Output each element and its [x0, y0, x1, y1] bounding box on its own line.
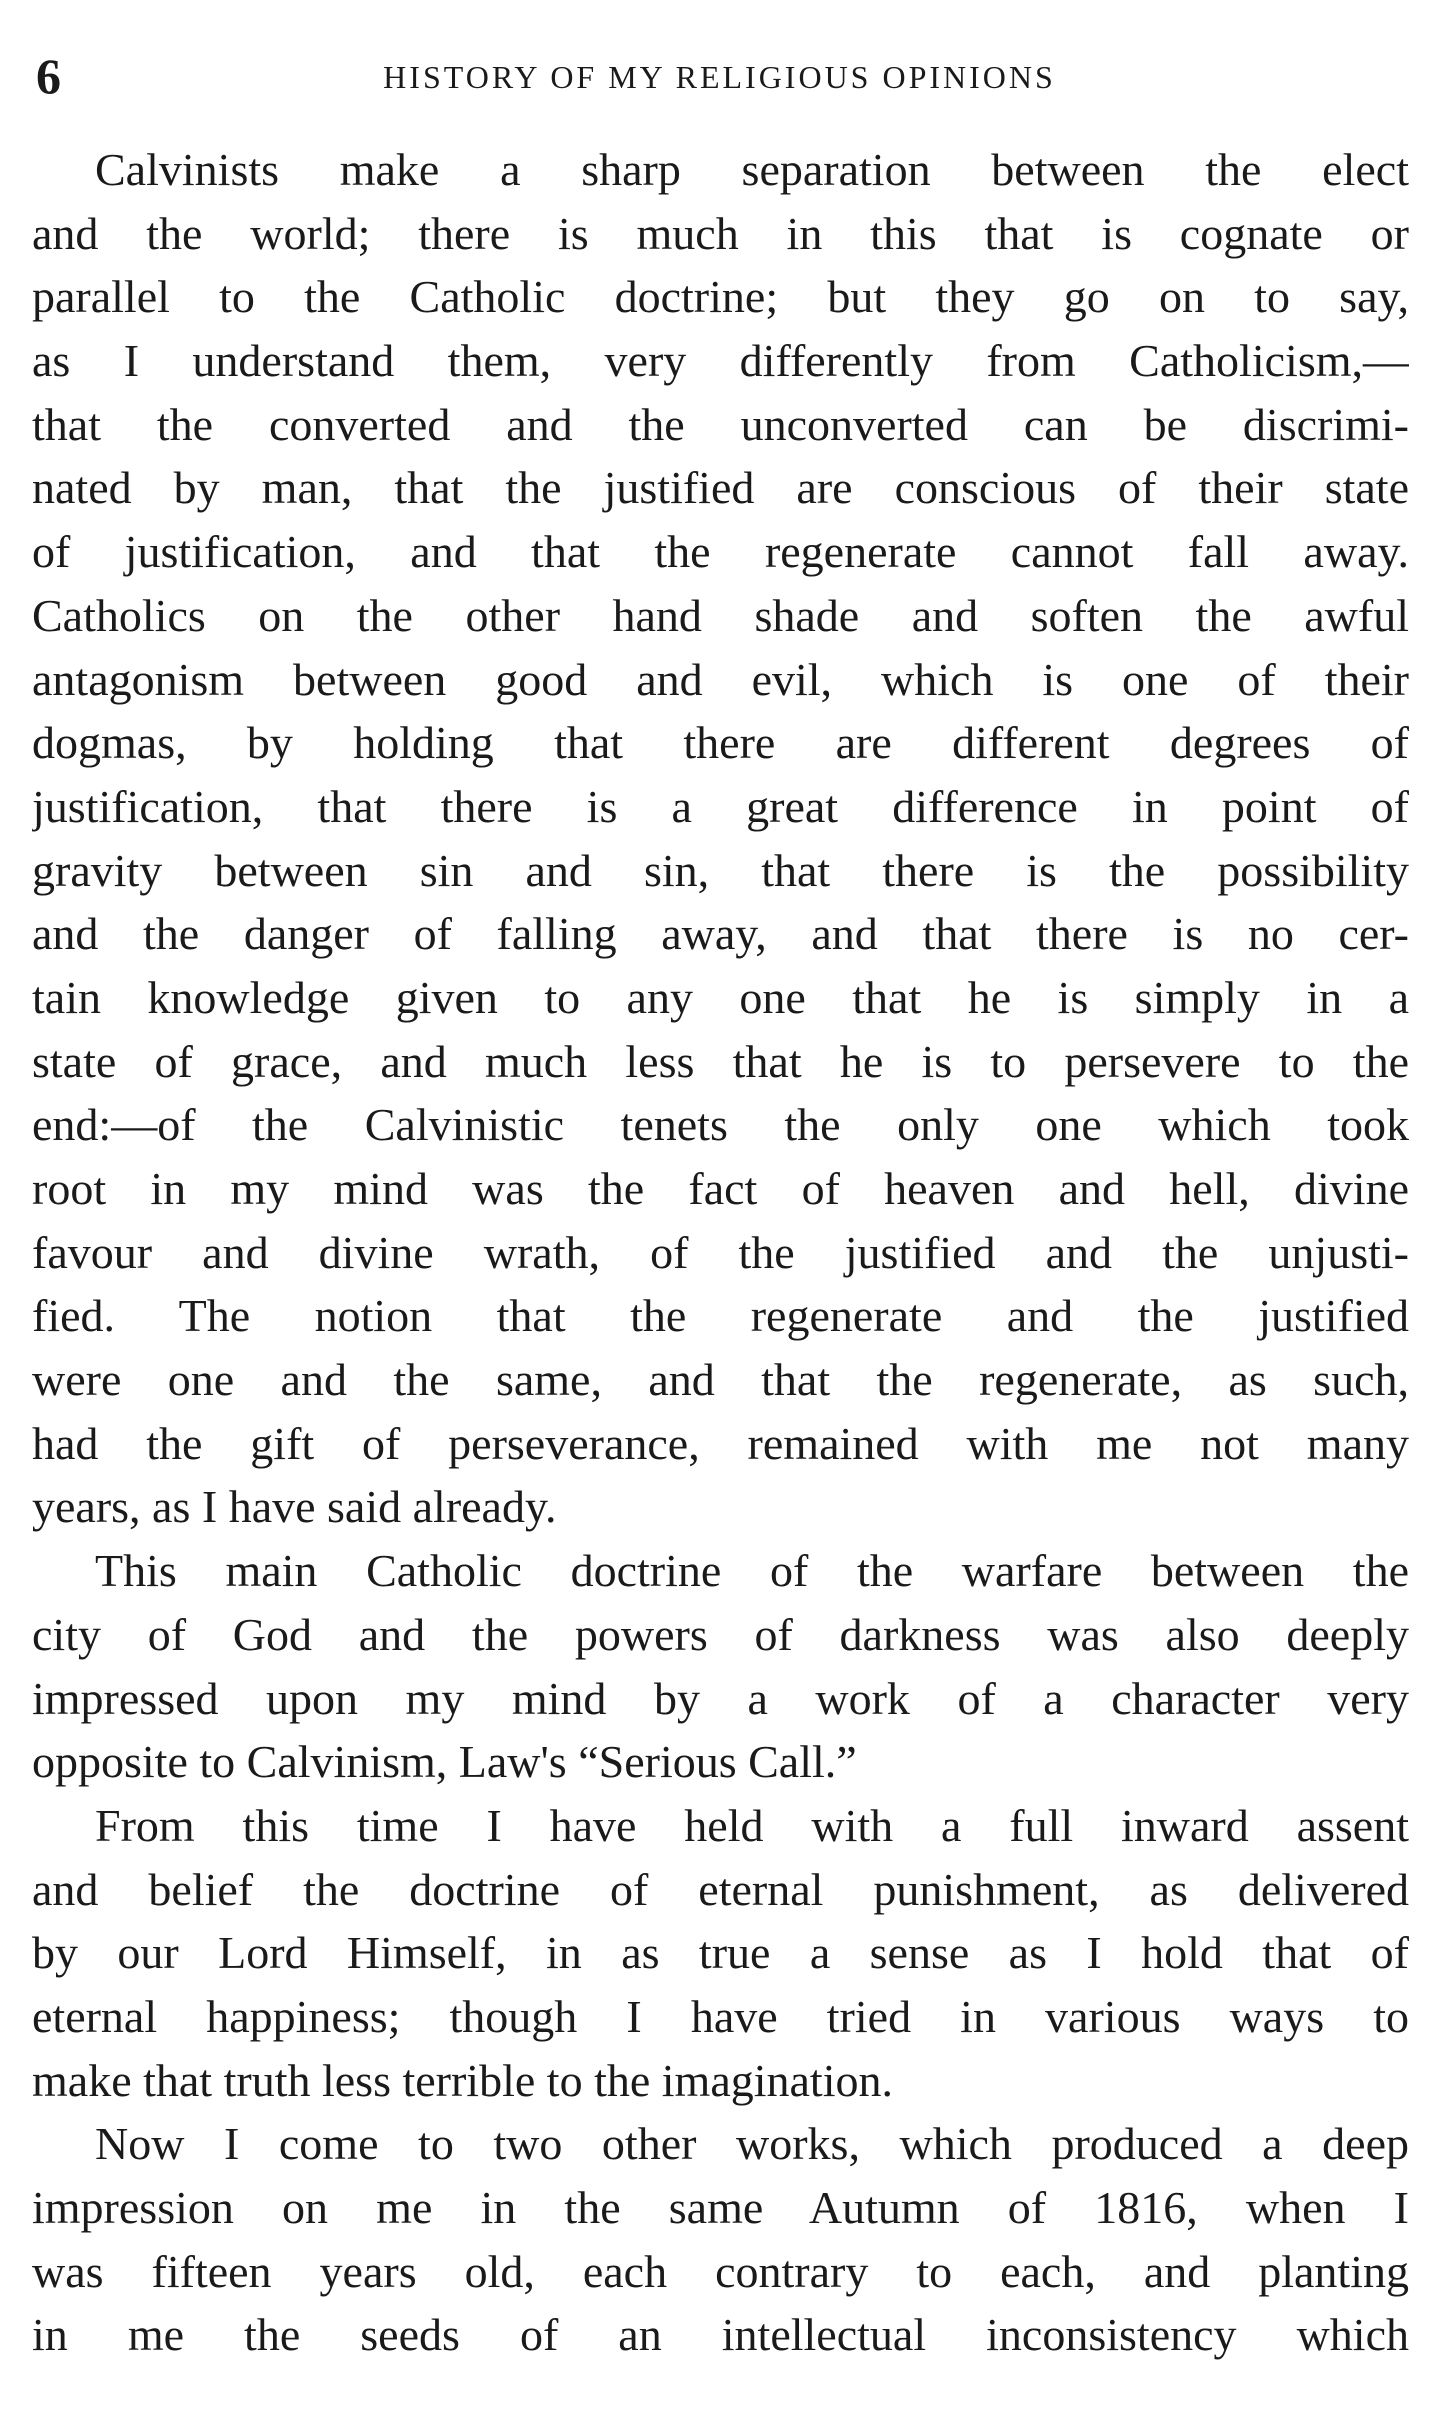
text-line: dogmas, by holding that there are different degrees of: [32, 717, 1409, 769]
text-line: opposite to Calvinism, Law's “Serious Call.”: [32, 1736, 857, 1788]
text-line: eternal happiness; though I have tried in various ways to: [32, 1990, 1409, 2042]
text-line: Catholics on the other hand shade and soften the awful: [32, 589, 1409, 641]
text-line: root in my mind was the fact of heaven and hell, divine: [32, 1163, 1409, 1214]
text-line: antagonism between good and evil, which is one of their: [32, 653, 1409, 705]
text-line: as I understand them, very differently from Catholicism,—: [32, 335, 1409, 387]
text-line: state of grace, and much less that he is to persevere to the: [32, 1035, 1409, 1087]
text-line: and the world; there is much in this that is cognate or: [32, 207, 1409, 259]
text-line: years, as I have said already.: [32, 1481, 557, 1533]
text-line: make that truth less terrible to the imagination.: [32, 2054, 893, 2106]
text-line: tain knowledge given to any one that he is simply in a: [32, 971, 1409, 1023]
text-line: fied. The notion that the regenerate and the justified: [32, 1290, 1409, 1342]
text-line: nated by man, that the justified are conscious of their state: [32, 462, 1409, 514]
text-line: city of God and the powers of darkness was also deeply: [32, 1608, 1409, 1660]
text-line: gravity between sin and sin, that there is the possibility: [32, 844, 1409, 896]
body-text: [32, 138, 1409, 2367]
text-line: justification, that there is a great difference in point of: [32, 780, 1409, 832]
text-line: From this time I have held with a full inward assent: [95, 1799, 1409, 1851]
text-line: and belief the doctrine of eternal punishment, as delivered: [32, 1863, 1409, 1915]
text-line: parallel to the Catholic doctrine; but they go on to say,: [32, 271, 1409, 323]
text-line: and the danger of falling away, and that there is no cer-: [32, 908, 1409, 960]
text-line: end:—of the Calvinistic tenets the only one which took: [32, 1099, 1409, 1151]
text-line: impressed upon my mind by a work of a character very: [32, 1672, 1409, 1724]
text-line: Calvinists make a sharp separation between the elect: [95, 144, 1409, 195]
text-line: in me the seeds of an intellectual inconsistency which: [32, 2309, 1409, 2361]
text-line: had the gift of perseverance, remained with me not many: [32, 1417, 1409, 1469]
running-head: [36, 46, 1403, 106]
running-title: HISTORY OF MY RELIGIOUS OPINIONS: [383, 59, 1056, 95]
text-line: that the converted and the unconverted can be discrimi-: [32, 398, 1409, 450]
text-line: This main Catholic doctrine of the warfare between the: [95, 1545, 1409, 1597]
text-line: of justification, and that the regenerate cannot fall away.: [32, 526, 1409, 578]
text-line: impression on me in the same Autumn of 1816, when I: [32, 2182, 1409, 2233]
text-line: were one and the same, and that the regenerate, as such,: [32, 1354, 1409, 1406]
text-line: was fifteen years old, each contrary to each, and planting: [32, 2245, 1409, 2297]
text-line: by our Lord Himself, in as true a sense as I hold that of: [32, 1927, 1409, 1979]
page-number: 6: [36, 48, 61, 104]
text-line: favour and divine wrath, of the justified and the unjusti-: [32, 1226, 1409, 1278]
text-line: Now I come to two other works, which produced a deep: [95, 2118, 1409, 2170]
